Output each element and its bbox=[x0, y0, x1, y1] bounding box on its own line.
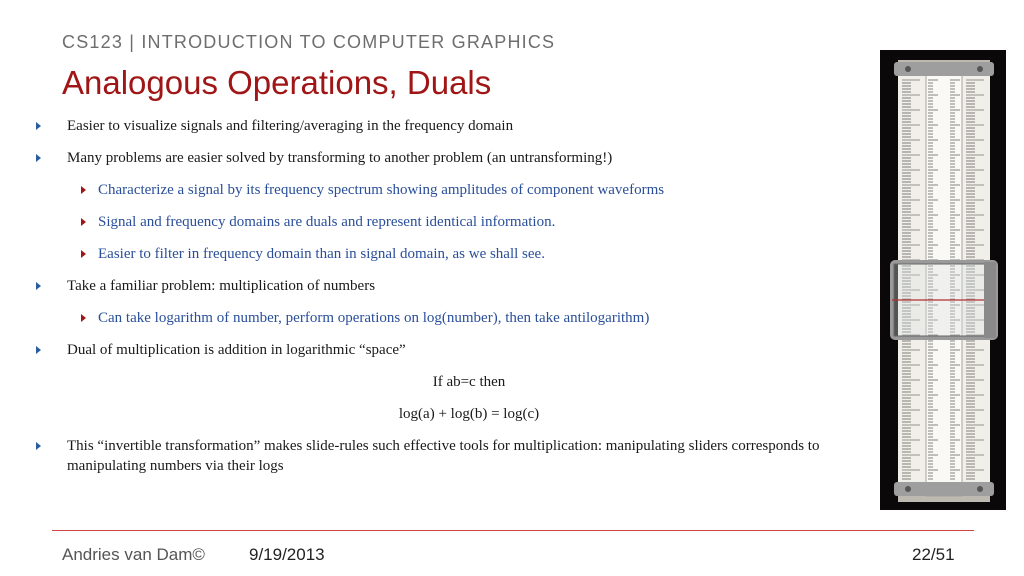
slide-rule-image bbox=[880, 50, 1006, 510]
bullet-slide-rule: This “invertible transformation” makes slide-rules such effective tools for multiplication: manipulating sliders corresponds to manipulating numbers via their logs bbox=[34, 436, 874, 476]
bullet-dual: Dual of multiplication is addition in logarithmic “space” bbox=[34, 340, 874, 360]
equation-log-sum: log(a) + log(b) = log(c) bbox=[398, 406, 540, 422]
footer-divider bbox=[52, 530, 974, 531]
bullet-arrow-icon bbox=[36, 282, 41, 290]
bullet-arrow-icon bbox=[36, 122, 41, 130]
subbullet-filter: Easier to filter in frequency domain than in signal domain, as we shall see. bbox=[34, 244, 874, 264]
bullet-visualize: Easier to visualize signals and filtering/averaging in the frequency domain bbox=[34, 116, 874, 136]
bullet-multiplication: Take a familiar problem: multiplication of numbers bbox=[34, 276, 874, 296]
bullet-arrow-icon bbox=[36, 442, 41, 450]
subbullet-duals: Signal and frequency domains are duals and represent identical information. bbox=[34, 212, 874, 232]
footer-author: Andries van Dam© bbox=[62, 545, 205, 564]
bullet-transform: Many problems are easier solved by transforming to another problem (an untransforming!) bbox=[34, 148, 874, 168]
subbullet-logarithm: Can take logarithm of number, perform operations on log(number), then take antilogarithm) bbox=[34, 308, 874, 328]
course-header: CS123 | INTRODUCTION TO COMPUTER GRAPHICS bbox=[62, 32, 556, 52]
footer-date: 9/19/2013 bbox=[249, 545, 325, 564]
subbullet-arrow-icon bbox=[81, 314, 86, 322]
slide-content bbox=[34, 116, 874, 488]
equation-product: If ab=c then bbox=[432, 374, 506, 390]
subbullet-arrow-icon bbox=[81, 186, 86, 194]
bullet-arrow-icon bbox=[36, 154, 41, 162]
bullet-arrow-icon bbox=[36, 346, 41, 354]
subbullet-arrow-icon bbox=[81, 250, 86, 258]
subbullet-arrow-icon bbox=[81, 218, 86, 226]
slide-title: Analogous Operations, Duals bbox=[62, 64, 492, 101]
footer-page-number: 22/51 bbox=[912, 545, 955, 564]
subbullet-spectrum: Characterize a signal by its frequency spectrum showing amplitudes of component waveforms bbox=[34, 180, 874, 200]
